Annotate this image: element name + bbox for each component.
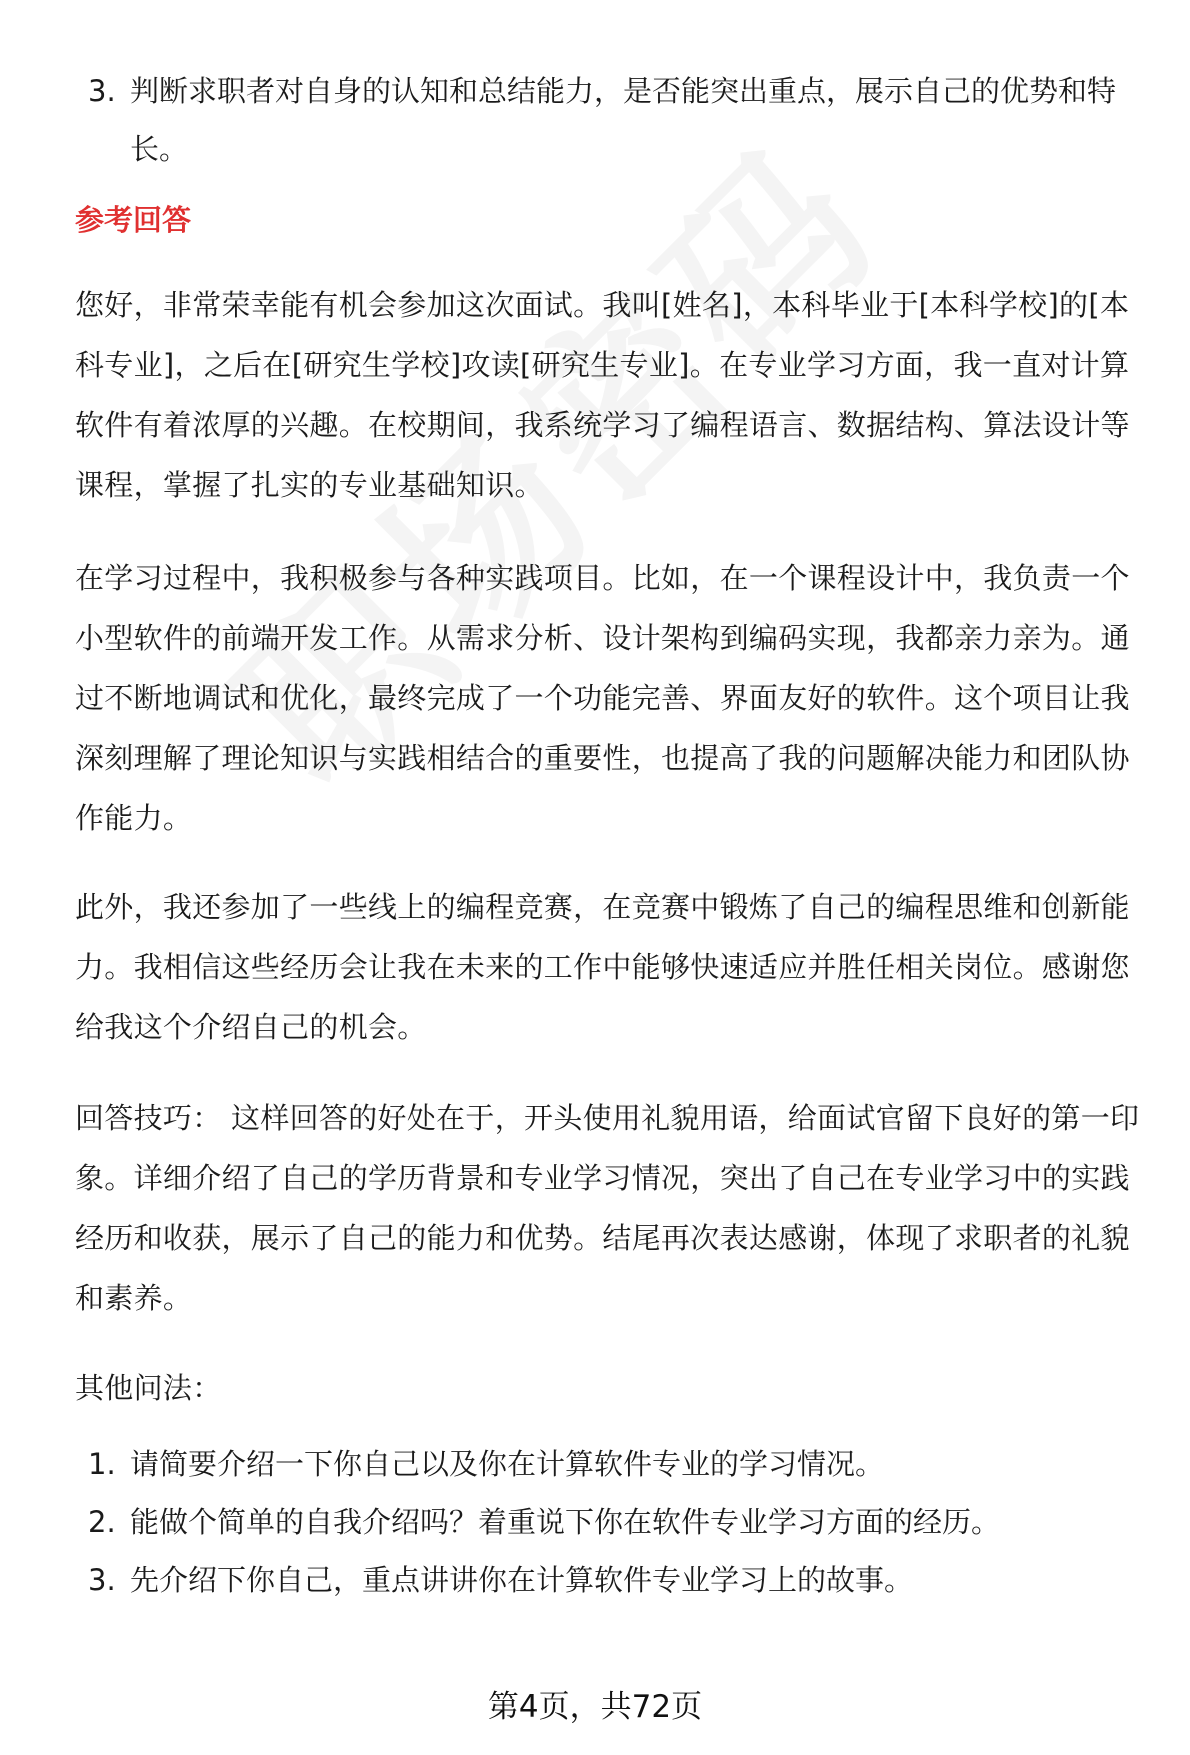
list-item	[88, 1551, 1148, 1609]
criteria-list-item	[88, 62, 1148, 178]
list-item-number: 3.	[88, 74, 116, 108]
other-questions-list	[88, 1435, 1148, 1609]
answer-paragraph-competition: 此外，我还参加了一些线上的编程竞赛，在竞赛中锻炼了自己的编程思维和创新能力。我相信这些经历会让我在未来的工作中能够快速适应并胜任相关岗位。感谢您给我这个介绍自己的机会。	[75, 890, 1130, 1044]
list-item	[88, 1435, 1148, 1493]
answer-paragraph-practice: 在学习过程中，我积极参与各种实践项目。比如，在一个课程设计中，我负责一个小型软件的前端开发工作。从需求分析、设计架构到编码实现，我都亲力亲为。通过不断地调试和优化，最终完成了一个功能完善、界面友好的软件。这个项目让我深刻理解了理论知识与实践相结合的重要性，也提高了我的问题解决能力和团队协作能力。	[75, 561, 1130, 835]
list-item-text: 判断求职者对自身的认知和总结能力，是否能突出重点，展示自己的优势和特长。	[130, 74, 1117, 166]
list-item-number: 1.	[88, 1447, 116, 1481]
page-number-footer: 第4页，共72页	[487, 1689, 703, 1725]
list-item-text: 请简要介绍一下你自己以及你在计算软件专业的学习情况。	[130, 1447, 885, 1481]
answer-tips-paragraph: 回答技巧： 这样回答的好处在于，开头使用礼貌用语，给面试官留下良好的第一印象。详细介绍了自己的学历背景和专业学习情况，突出了自己在专业学习中的实践经历和收获，展示了自己的能力和优势。结尾再次表达感谢，体现了求职者的礼貌和素养。	[75, 1101, 1140, 1315]
answer-paragraph-intro: 您好，非常荣幸能有机会参加这次面试。我叫[姓名]，本科毕业于[本科学校]的[本科专业]，之后在[研究生学校]攻读[研究生专业]。在专业学习方面，我一直对计算软件有着浓厚的兴趣。在校期间，我系统学习了编程语言、数据结构、算法设计等课程，掌握了扎实的专业基础知识。	[75, 288, 1130, 502]
other-questions-label: 其他问法：	[75, 1371, 222, 1405]
list-item	[88, 1493, 1148, 1551]
list-item-text: 先介绍下你自己，重点讲讲你在计算软件专业学习上的故事。	[130, 1563, 914, 1597]
list-item-text: 能做个简单的自我介绍吗？着重说下你在软件专业学习方面的经历。	[130, 1505, 1001, 1539]
list-item-number: 2.	[88, 1505, 116, 1539]
list-item-number: 3.	[88, 1563, 116, 1597]
section-heading: 参考回答	[75, 203, 192, 237]
